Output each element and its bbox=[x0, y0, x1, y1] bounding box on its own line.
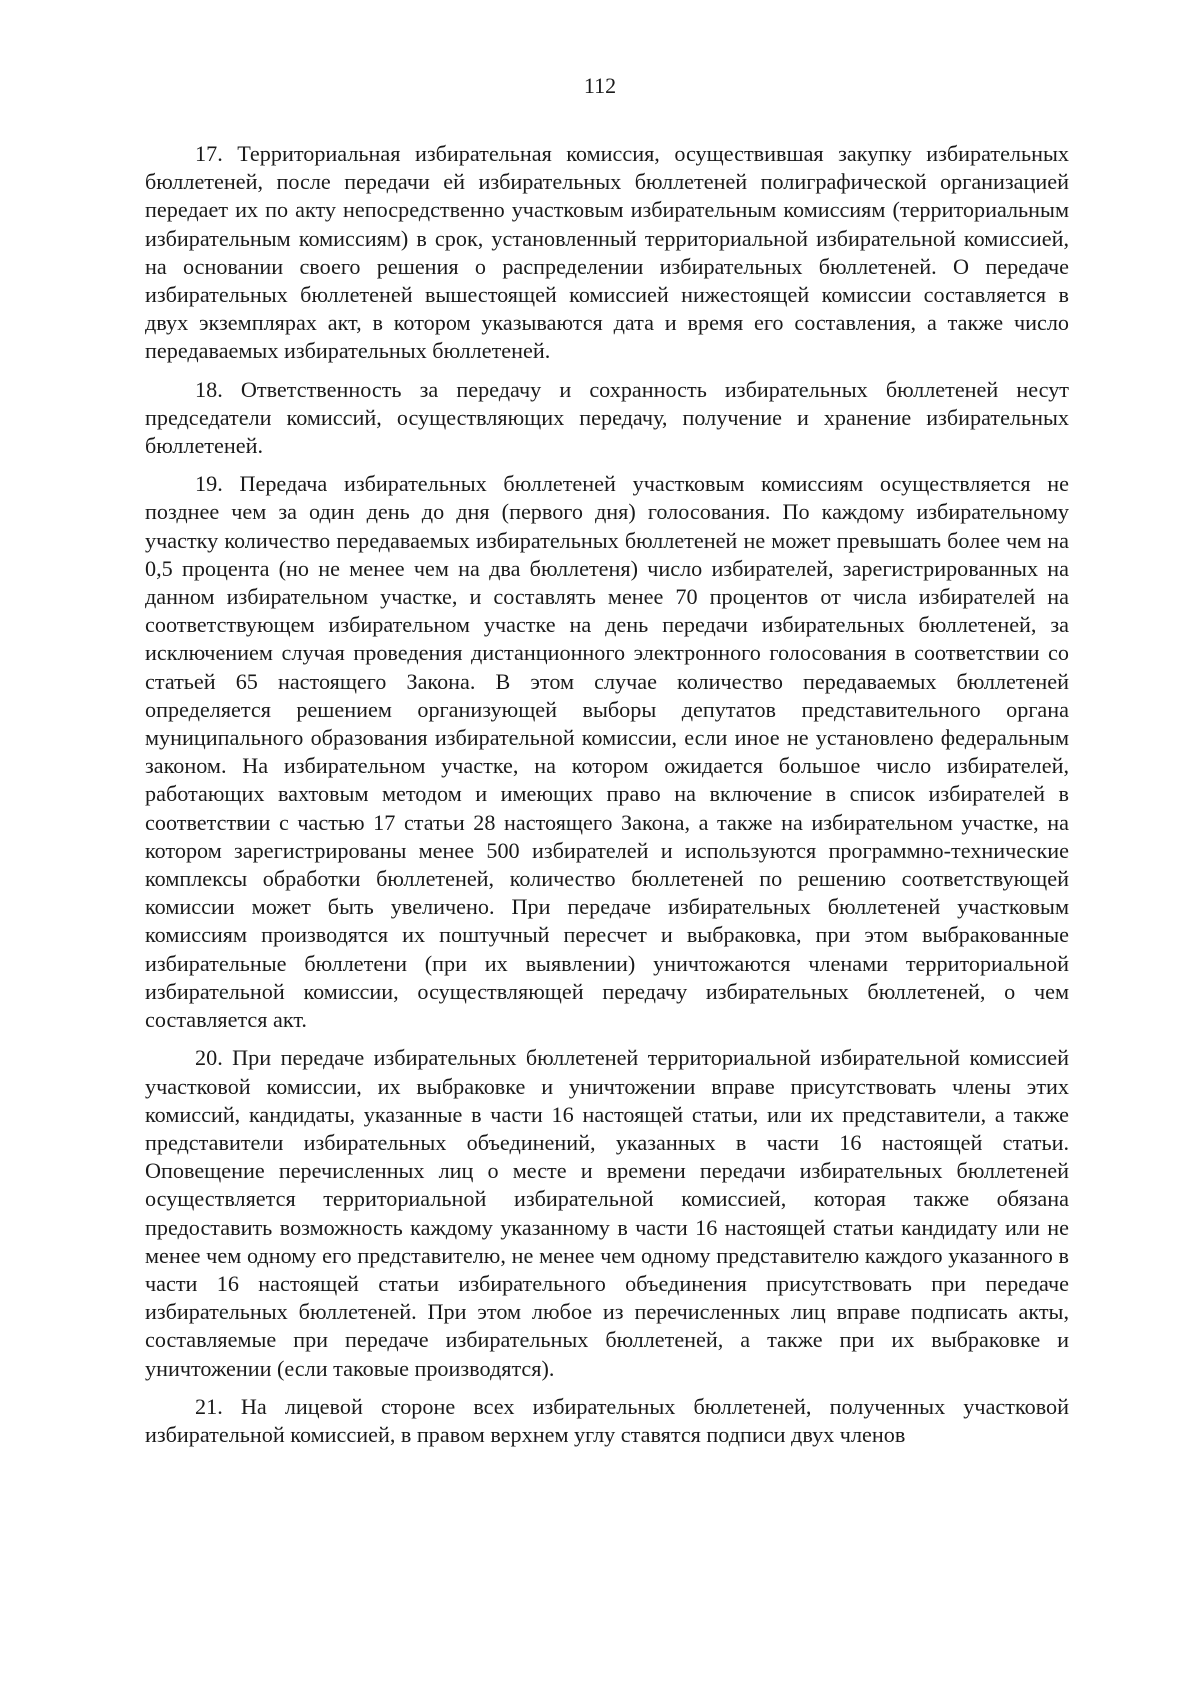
paragraph-19: 19. Передача избирательных бюллетеней участковым комиссиям осуществляется не позднее чем за один день до дня (первого дня) голосования. По каждому избирательному участку количество передаваемых избирательных бюллетеней не может превышать более чем на 0,5 процента (но не менее чем на два бюллетеня) число избирателей, зарегистрированных на данном избирательном участке, и составлять менее 70 процентов от числа избирателей на соответствующем избирательном участке на день передачи избирательных бюллетеней, за исключением случая проведения дистанционного электронного голосования в соответствии со статьей 65 настоящего Закона. В этом случае количество передаваемых бюллетеней определяется решением организующей выборы депутатов представительного органа муниципального образования избирательной комиссии, если иное не установлено федеральным законом. На избирательном участке, на котором ожидается большое число избирателей, работающих вахтовым методом и имеющих право на включение в список избирателей в соответствии с частью 17 статьи 28 настоящего Закона, а также на избирательном участке, на котором зарегистрированы менее 500 избирателей и используются программно-технические комплексы обработки бюллетеней, количество бюллетеней по решению соответствующей комиссии может быть увеличено. При передаче избирательных бюллетеней участковым комиссиям производятся их поштучный пересчет и выбраковка, при этом выбракованные избирательные бюллетени (при их выявлении) уничтожаются членами территориальной избирательной комиссии, осуществляющей передачу избирательных бюллетеней, о чем составляется акт. bbox=[145, 471, 1069, 1033]
document-body bbox=[145, 140, 1069, 1459]
paragraph-17: 17. Территориальная избирательная комиссия, осуществившая закупку избирательных бюллетеней, после передачи ей избирательных бюллетеней полиграфической организацией передает их по акту непосредственно участковым избирательным комиссиям (территориальным избирательным комиссиям) в срок, установленный территориальной избирательной комиссией, на основании своего решения о распределении избирательных бюллетеней. О передаче избирательных бюллетеней вышестоящей комиссией нижестоящей комиссии составляется в двух экземплярах акт, в котором указываются дата и время его составления, а также число передаваемых избирательных бюллетеней. bbox=[145, 141, 1069, 364]
paragraph-20: 20. При передаче избирательных бюллетеней территориальной избирательной комиссией участковой комиссии, их выбраковке и уничтожении вправе присутствовать члены этих комиссий, кандидаты, указанные в части 16 настоящей статьи, или их представители, а также представители избирательных объединений, указанных в части 16 настоящей статьи. Оповещение перечисленных лиц о месте и времени передачи избирательных бюллетеней осуществляется территориальной избирательной комиссией, которая также обязана предоставить возможность каждому указанному в части 16 настоящей статьи кандидату или не менее чем одному его представителю, не менее чем одному представителю каждого указанного в части 16 настоящей статьи избирательного объединения присутствовать при передаче избирательных бюллетеней. При этом любое из перечисленных лиц вправе подписать акты, составляемые при передаче избирательных бюллетеней, а также при их выбраковке и уничтожении (если таковые производятся). bbox=[145, 1045, 1069, 1381]
paragraph-18: 18. Ответственность за передачу и сохранность избирательных бюллетеней несут председатели комиссий, осуществляющих передачу, получение и хранение избирательных бюллетеней. bbox=[145, 376, 1069, 459]
paragraph-21: 21. На лицевой стороне всех избирательных бюллетеней, полученных участковой избирательной комиссией, в правом верхнем углу ставятся подписи двух членов bbox=[145, 1393, 1069, 1447]
page-number: 112 bbox=[583, 73, 617, 98]
